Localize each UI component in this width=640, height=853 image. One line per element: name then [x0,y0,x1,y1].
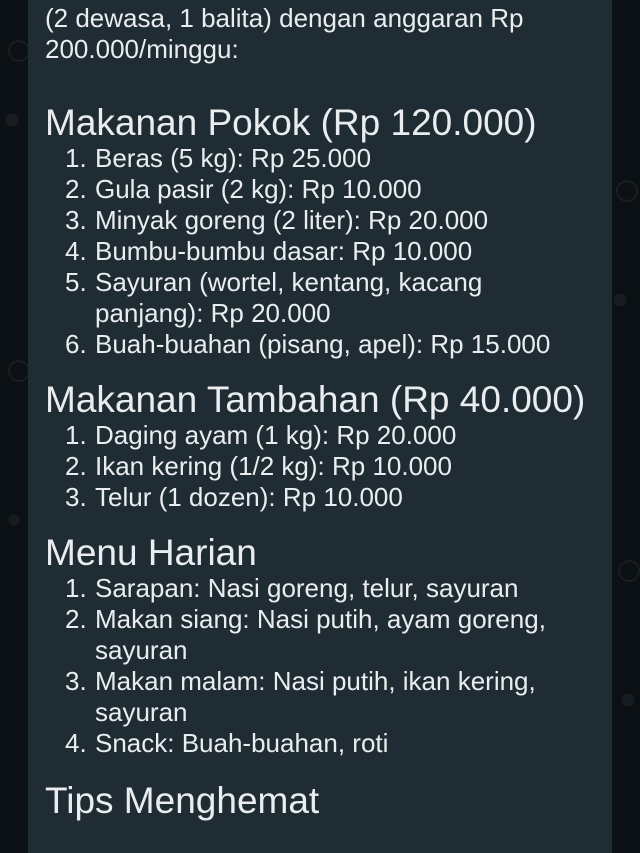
list-item [45,604,596,666]
list-item [45,267,596,329]
list-item-text: Makan siang: Nasi putih, ayam goreng, sayuran [95,604,546,665]
list-number: 1. [65,420,87,450]
list-item [45,205,596,236]
section-title-makanan-pokok: Makanan Pokok (Rp 120.000) [45,102,537,143]
list-number: 2. [65,604,87,634]
list-makanan-pokok [45,143,596,360]
list-item [45,451,596,482]
list-number: 6. [65,329,87,359]
list-item-text: Sayuran (wortel, kentang, kacang panjang): Rp 20.000 [95,267,483,328]
list-number: 3. [65,666,87,696]
list-item [45,174,596,205]
list-item-text: Telur (1 dozen): Rp 10.000 [95,482,403,512]
list-number: 3. [65,205,87,235]
list-item-text: Beras (5 kg): Rp 25.000 [95,143,372,173]
list-makanan-tambahan [45,420,596,513]
list-number: 3. [65,482,87,512]
wallpaper-doodle [8,360,30,382]
list-item [45,236,596,267]
list-number: 4. [65,728,87,758]
list-item-text: Makan malam: Nasi putih, ikan kering, sayuran [95,666,536,727]
intro-line-1: (2 dewasa, 1 balita) dengan anggaran Rp [45,3,524,33]
list-item [45,666,596,728]
list-number: 2. [65,174,87,204]
list-number: 1. [65,143,87,173]
section-title-menu-harian: Menu Harian [45,532,257,573]
list-item [45,143,596,174]
list-item [45,329,596,360]
message-bubble[interactable] [28,0,612,853]
list-item-text: Bumbu-bumbu dasar: Rp 10.000 [95,236,473,266]
list-number: 2. [65,451,87,481]
wallpaper-doodle [618,560,640,582]
list-item-text: Daging ayam (1 kg): Rp 20.000 [95,420,457,450]
message-intro [45,0,596,65]
list-item-text: Sarapan: Nasi goreng, telur, sayuran [95,573,519,603]
list-item [45,420,596,451]
list-item-text: Minyak goreng (2 liter): Rp 20.000 [95,205,489,235]
list-item [45,482,596,513]
list-number: 4. [65,236,87,266]
list-item [45,573,596,604]
list-item [45,728,596,759]
section-title-tips-menghemat: Tips Menghemat [45,780,320,821]
list-item-text: Ikan kering (1/2 kg): Rp 10.000 [95,451,452,481]
list-number: 1. [65,573,87,603]
list-item-text: Buah-buahan (pisang, apel): Rp 15.000 [95,329,551,359]
wallpaper-doodle [616,180,638,202]
section-title-makanan-tambahan: Makanan Tambahan (Rp 40.000) [45,379,586,420]
list-number: 5. [65,267,87,297]
list-menu-harian [45,573,596,759]
intro-line-2: 200.000/minggu: [45,34,239,64]
list-item-text: Gula pasir (2 kg): Rp 10.000 [95,174,422,204]
list-item-text: Snack: Buah-buahan, roti [95,728,389,758]
wallpaper-doodle [8,40,30,62]
